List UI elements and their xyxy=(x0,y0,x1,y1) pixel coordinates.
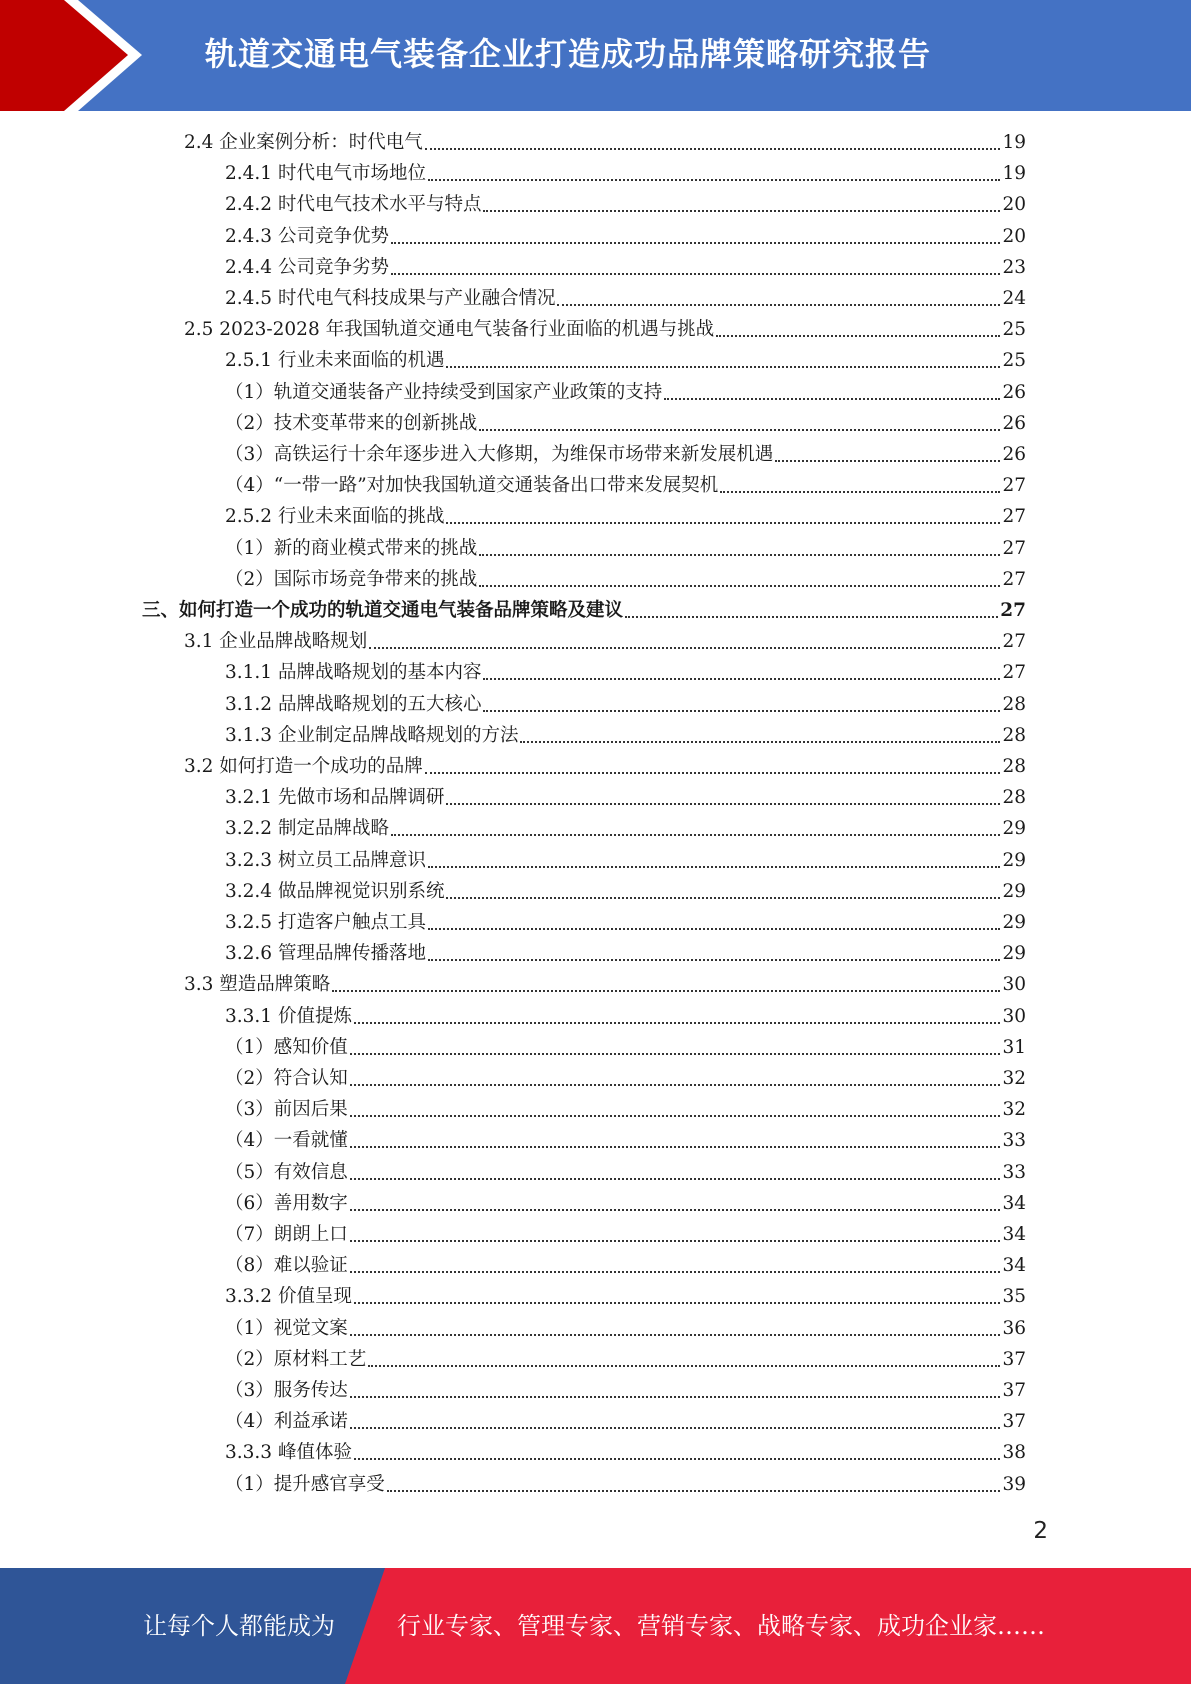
toc-dot-leader xyxy=(428,958,1000,961)
toc-dot-leader xyxy=(625,615,998,618)
page-header xyxy=(0,0,1191,111)
toc-entry-page: 31 xyxy=(1002,1037,1026,1058)
toc-entry-page: 26 xyxy=(1002,444,1026,465)
toc-entry-page: 34 xyxy=(1002,1193,1026,1214)
toc-entry-title: 3.1 企业品牌战略规划 xyxy=(184,631,368,652)
toc-entry-title: （2）技术变革带来的创新挑战 xyxy=(225,413,478,434)
toc-dot-leader xyxy=(354,1301,1001,1304)
toc-entry-title: 2.4 企业案例分析：时代电气 xyxy=(184,132,423,153)
toc-dot-leader xyxy=(391,833,1000,836)
toc-entry-title: 2.5.1 行业未来面临的机遇 xyxy=(225,350,445,371)
toc-entry[interactable] xyxy=(225,564,1026,595)
toc-entry-page: 29 xyxy=(1002,850,1026,871)
toc-entry-title: （1）轨道交通装备产业持续受到国家产业政策的支持 xyxy=(225,382,663,403)
toc-entry[interactable] xyxy=(225,1188,1026,1219)
toc-entry-title: （6）善用数字 xyxy=(225,1193,348,1214)
toc-dot-leader xyxy=(354,1457,1001,1460)
toc-entry-page: 29 xyxy=(1002,881,1026,902)
toc-dot-leader xyxy=(350,1208,1001,1211)
toc-entry-page: 30 xyxy=(1002,1006,1026,1027)
footer-roles: 行业专家、管理专家、营销专家、战略专家、成功企业家…… xyxy=(397,1612,1045,1640)
toc-entry-page: 26 xyxy=(1002,413,1026,434)
toc-entry[interactable] xyxy=(225,1032,1026,1063)
report-title: 轨道交通电气装备企业打造成功品牌策略研究报告 xyxy=(205,35,932,73)
toc-dot-leader xyxy=(446,802,1000,805)
toc-entry[interactable] xyxy=(225,1063,1026,1094)
toc-entry-title: 2.5.2 行业未来面临的挑战 xyxy=(225,506,445,527)
footer-slogan: 让每个人都能成为 xyxy=(143,1612,335,1640)
toc-entry[interactable] xyxy=(225,720,1026,751)
toc-entry[interactable] xyxy=(225,533,1026,564)
toc-dot-leader xyxy=(557,303,1000,306)
toc-dot-leader xyxy=(775,459,1000,462)
toc-dot-leader xyxy=(479,553,1000,556)
toc-dot-leader xyxy=(350,1145,1001,1148)
toc-dot-leader xyxy=(350,1052,1001,1055)
toc-entry-page: 25 xyxy=(1002,350,1026,371)
toc-entry-title: 3.2.1 先做市场和品牌调研 xyxy=(225,787,445,808)
toc-entry[interactable] xyxy=(225,1406,1026,1437)
page-footer xyxy=(0,1568,1191,1684)
toc-entry-page: 27 xyxy=(1002,569,1026,590)
toc-entry-title: （4）一看就懂 xyxy=(225,1130,348,1151)
toc-entry-title: 2.5 2023-2028 年我国轨道交通电气装备行业面临的机遇与挑战 xyxy=(184,319,715,340)
toc-dot-leader xyxy=(428,927,1000,930)
toc-entry[interactable] xyxy=(225,689,1026,720)
toc-dot-leader xyxy=(483,677,1000,680)
toc-dot-leader xyxy=(520,740,1000,743)
toc-entry-page: 28 xyxy=(1002,756,1026,777)
toc-entry-page: 30 xyxy=(1002,974,1026,995)
toc-entry-page: 29 xyxy=(1002,912,1026,933)
toc-entry[interactable] xyxy=(225,1094,1026,1125)
toc-dot-leader xyxy=(350,1270,1001,1273)
toc-entry[interactable] xyxy=(184,626,1026,657)
toc-entry-title: （8）难以验证 xyxy=(225,1255,348,1276)
toc-entry-page: 20 xyxy=(1002,194,1026,215)
toc-entry-page: 33 xyxy=(1002,1162,1026,1183)
toc-entry-page: 28 xyxy=(1002,787,1026,808)
toc-entry-title: （3）前因后果 xyxy=(225,1099,348,1120)
toc-entry-page: 27 xyxy=(1002,506,1026,527)
toc-entry[interactable] xyxy=(225,345,1026,376)
toc-entry-page: 36 xyxy=(1002,1318,1026,1339)
toc-entry-title: 3.2 如何打造一个成功的品牌 xyxy=(184,756,423,777)
toc-entry-page: 32 xyxy=(1002,1068,1026,1089)
toc-entry-title: （1）视觉文案 xyxy=(225,1318,348,1339)
toc-dot-leader xyxy=(428,865,1000,868)
toc-entry-title: （2）原材料工艺 xyxy=(225,1349,367,1370)
toc-entry[interactable] xyxy=(225,1375,1026,1406)
toc-entry-page: 38 xyxy=(1002,1442,1026,1463)
toc-dot-leader xyxy=(350,1083,1001,1086)
toc-entry-title: 3.2.4 做品牌视觉识别系统 xyxy=(225,881,445,902)
toc-entry[interactable] xyxy=(184,314,1026,345)
toc-dot-leader xyxy=(425,771,1001,774)
toc-entry[interactable] xyxy=(225,1313,1026,1344)
toc-entry-title: （1）提升感官享受 xyxy=(225,1474,385,1495)
toc-entry[interactable] xyxy=(225,1219,1026,1250)
toc-entry-title: （4）利益承诺 xyxy=(225,1411,348,1432)
toc-entry[interactable] xyxy=(225,1437,1026,1468)
toc-entry-title: 2.4.1 时代电气市场地位 xyxy=(225,163,426,184)
toc-dot-leader xyxy=(350,1426,1001,1429)
toc-entry[interactable] xyxy=(184,127,1026,158)
toc-entry[interactable] xyxy=(225,158,1026,189)
toc-entry-page: 25 xyxy=(1002,319,1026,340)
toc-dot-leader xyxy=(483,209,1000,212)
toc-entry[interactable] xyxy=(225,876,1026,907)
toc-dot-leader xyxy=(354,1021,1001,1024)
toc-entry[interactable] xyxy=(225,283,1026,314)
toc-dot-leader xyxy=(479,428,1000,431)
toc-dot-leader xyxy=(446,896,1000,899)
toc-dot-leader xyxy=(350,1333,1001,1336)
toc-entry-title: 3.2.2 制定品牌战略 xyxy=(225,818,389,839)
toc-entry-page: 27 xyxy=(1002,662,1026,683)
toc-entry[interactable] xyxy=(225,845,1026,876)
toc-entry[interactable] xyxy=(225,252,1026,283)
toc-dot-leader xyxy=(664,397,1000,400)
toc-entry-page: 37 xyxy=(1002,1349,1026,1370)
toc-entry-title: 3.1.3 企业制定品牌战略规划的方法 xyxy=(225,725,519,746)
toc-entry[interactable] xyxy=(225,1125,1026,1156)
toc-dot-leader xyxy=(350,1114,1001,1117)
toc-entry-title: （4）“一带一路”对加快我国轨道交通装备出口带来发展契机 xyxy=(225,475,719,496)
toc-dot-leader xyxy=(446,365,1000,368)
toc-entry-title: （1）感知价值 xyxy=(225,1037,348,1058)
toc-dot-leader xyxy=(391,272,1000,275)
toc-dot-leader xyxy=(368,1364,1000,1367)
toc-entry-page: 34 xyxy=(1002,1255,1026,1276)
toc-entry[interactable] xyxy=(225,1281,1026,1312)
toc-dot-leader xyxy=(716,334,1000,337)
toc-entry-title: （7）朗朗上口 xyxy=(225,1224,348,1245)
toc-entry-title: （3）高铁运行十余年逐步进入大修期，为维保市场带来新发展机遇 xyxy=(225,444,774,465)
toc-entry[interactable] xyxy=(142,595,1026,626)
toc-entry-page: 37 xyxy=(1002,1411,1026,1432)
toc-entry-page: 35 xyxy=(1002,1286,1026,1307)
toc-dot-leader xyxy=(332,989,1000,992)
toc-entry-title: 3.2.6 管理品牌传播落地 xyxy=(225,943,426,964)
toc-entry-title: 3.2.5 打造客户触点工具 xyxy=(225,912,426,933)
toc-dot-leader xyxy=(479,584,1000,587)
toc-entry-title: 2.4.5 时代电气科技成果与产业融合情况 xyxy=(225,288,556,309)
toc-entry-page: 19 xyxy=(1002,163,1026,184)
toc-entry-title: （3）服务传达 xyxy=(225,1380,348,1401)
toc-entry-title: 3.3.2 价值呈现 xyxy=(225,1286,352,1307)
toc-entry-title: 3.1.1 品牌战略规划的基本内容 xyxy=(225,662,482,683)
toc-entry[interactable] xyxy=(225,408,1026,439)
toc-dot-leader xyxy=(428,178,1000,181)
toc-entry-page: 20 xyxy=(1002,226,1026,247)
toc-entry-page: 33 xyxy=(1002,1130,1026,1151)
toc-entry-title: 3.1.2 品牌战略规划的五大核心 xyxy=(225,694,482,715)
toc-entry[interactable] xyxy=(184,969,1026,1000)
toc-entry-title: 3.3.1 价值提炼 xyxy=(225,1006,352,1027)
toc-entry[interactable] xyxy=(225,938,1026,969)
toc-entry[interactable] xyxy=(225,221,1026,252)
toc-entry-page: 27 xyxy=(1000,600,1026,621)
toc-entry[interactable] xyxy=(225,813,1026,844)
toc-entry[interactable] xyxy=(225,1001,1026,1032)
toc-entry-title: （2）国际市场竞争带来的挑战 xyxy=(225,569,478,590)
toc-entry-page: 28 xyxy=(1002,694,1026,715)
toc-entry-title: 2.4.4 公司竞争劣势 xyxy=(225,257,389,278)
toc-dot-leader xyxy=(446,521,1000,524)
toc-entry[interactable] xyxy=(225,657,1026,688)
toc-entry-title: （5）有效信息 xyxy=(225,1162,348,1183)
toc-entry-page: 32 xyxy=(1002,1099,1026,1120)
toc-dot-leader xyxy=(350,1239,1001,1242)
toc-entry-page: 28 xyxy=(1002,725,1026,746)
toc-dot-leader xyxy=(483,709,1000,712)
toc-entry[interactable] xyxy=(225,189,1026,220)
toc-entry-page: 27 xyxy=(1002,631,1026,652)
toc-entry[interactable] xyxy=(225,501,1026,532)
toc-entry-page: 27 xyxy=(1002,538,1026,559)
toc-entry-page: 26 xyxy=(1002,382,1026,403)
toc-entry[interactable] xyxy=(225,907,1026,938)
page-number: 2 xyxy=(1033,1518,1048,1544)
toc-entry-page: 24 xyxy=(1002,288,1026,309)
toc-entry-page: 39 xyxy=(1002,1474,1026,1495)
toc-entry[interactable] xyxy=(225,1250,1026,1281)
toc-entry[interactable] xyxy=(225,470,1026,501)
toc-entry-title: 2.4.3 公司竞争优势 xyxy=(225,226,389,247)
toc-entry-page: 19 xyxy=(1002,132,1026,153)
toc-entry-page: 34 xyxy=(1002,1224,1026,1245)
toc-entry-page: 23 xyxy=(1002,257,1026,278)
toc-entry[interactable] xyxy=(225,377,1026,408)
toc-entry-title: 3.3 塑造品牌策略 xyxy=(184,974,331,995)
toc-entry[interactable] xyxy=(184,751,1026,782)
toc-entry-page: 29 xyxy=(1002,943,1026,964)
toc-entry-title: （1）新的商业模式带来的挑战 xyxy=(225,538,478,559)
toc-entry[interactable] xyxy=(225,1157,1026,1188)
toc-dot-leader xyxy=(369,646,1000,649)
toc-dot-leader xyxy=(350,1395,1001,1398)
toc-entry-page: 37 xyxy=(1002,1380,1026,1401)
toc-entry[interactable] xyxy=(225,439,1026,470)
toc-entry[interactable] xyxy=(225,1469,1026,1500)
toc-entry-title: 3.3.3 峰值体验 xyxy=(225,1442,352,1463)
toc-entry-title: 三、如何打造一个成功的轨道交通电气装备品牌策略及建议 xyxy=(142,600,624,621)
toc-dot-leader xyxy=(391,241,1000,244)
toc-dot-leader xyxy=(350,1177,1001,1180)
toc-entry[interactable] xyxy=(225,1344,1026,1375)
toc-dot-leader xyxy=(425,147,1001,150)
toc-dot-leader xyxy=(387,1489,1001,1492)
toc-dot-leader xyxy=(720,490,1000,493)
toc-entry-title: 2.4.2 时代电气技术水平与特点 xyxy=(225,194,482,215)
toc-entry-page: 27 xyxy=(1002,475,1026,496)
toc-entry-title: （2）符合认知 xyxy=(225,1068,348,1089)
toc-entry[interactable] xyxy=(225,782,1026,813)
toc-entry-title: 3.2.3 树立员工品牌意识 xyxy=(225,850,426,871)
toc-entry-page: 29 xyxy=(1002,818,1026,839)
